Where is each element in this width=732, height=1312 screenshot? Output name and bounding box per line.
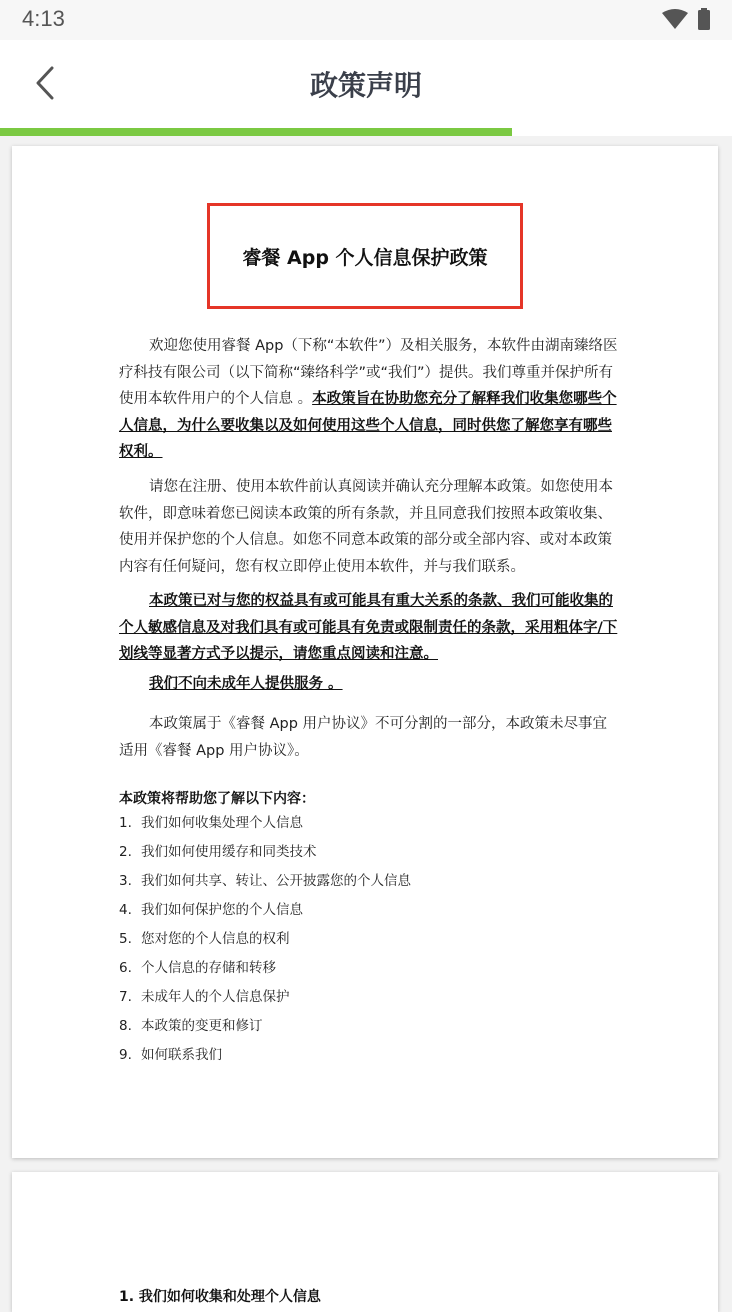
toc-item	[119, 867, 411, 896]
status-icons	[662, 8, 710, 30]
intro-bold-text: 本政策旨在协助您充分了解释我们收集您哪些个人信息，为什么要收集以及如何使用这些个人信息，同时供您了解您享有哪些权利。	[119, 391, 617, 460]
wifi-icon	[662, 9, 688, 29]
toc-item-label: 本政策的变更和修订	[141, 1018, 263, 1034]
toc-heading: 本政策将帮助您了解以下内容：	[119, 791, 315, 807]
toc-item-number: 1.	[119, 815, 132, 831]
minors-paragraph	[119, 671, 619, 698]
toc-item-number: 9.	[119, 1047, 132, 1063]
intro-text: 欢迎您使用睿餐 App（下称“本软件”）及相关服务，本软件由湖南臻络医疗科技有限公司（以下简称“臻络科学”或“我们”）提供。我们尊重并保护所有使用本软件用户的个人信息 。	[119, 338, 618, 407]
status-time: 4:13	[22, 6, 65, 31]
toc-item-label: 未成年人的个人信息保护	[141, 989, 290, 1005]
toc-item	[119, 983, 411, 1012]
notice-paragraph	[119, 588, 619, 668]
page-load-progress	[0, 128, 732, 136]
status-bar	[0, 0, 732, 40]
document-title: 睿餐 App 个人信息保护政策	[242, 246, 488, 269]
toc-item	[119, 925, 411, 954]
toc-item-number: 7.	[119, 989, 132, 1005]
title-highlight-box	[207, 203, 523, 309]
toc-item-number: 6.	[119, 960, 132, 976]
navigation-bar	[0, 40, 732, 128]
section-1-heading: 1. 我们如何收集和处理个人信息	[119, 1289, 321, 1305]
progress-fill	[0, 128, 512, 136]
toc-item-number: 8.	[119, 1018, 132, 1034]
toc-item-number: 4.	[119, 902, 132, 918]
agreement-paragraph	[119, 711, 619, 764]
toc-item	[119, 838, 411, 867]
agreement-text: 本政策属于《睿餐 App 用户协议》不可分割的一部分，本政策未尽事宜适用《睿餐 App 用户协议》。	[119, 716, 608, 759]
toc-item	[119, 896, 411, 925]
battery-icon	[698, 8, 710, 30]
toc-item-label: 您对您的个人信息的权利	[141, 931, 290, 947]
consent-paragraph	[119, 474, 619, 580]
table-of-contents	[119, 809, 411, 1070]
toc-item-number: 2.	[119, 844, 132, 860]
toc-item-label: 我们如何收集处理个人信息	[141, 815, 303, 831]
intro-paragraph	[119, 333, 619, 466]
toc-item-label: 我们如何保护您的个人信息	[141, 902, 303, 918]
notice-text: 本政策已对与您的权益具有或可能具有重大关系的条款、我们可能收集的个人敏感信息及对我们具有或可能具有免责或限制责任的条款，采用粗体字/下划线等显著方式予以提示，请您重点阅读和注意。	[119, 593, 618, 662]
page-title: 政策声明	[309, 69, 422, 102]
consent-text: 请您在注册、使用本软件前认真阅读并确认充分理解本政策。如您使用本软件，即意味着您已阅读本政策的所有条款，并且同意我们按照本政策收集、使用并保护您的个人信息。如您不同意本政策的部分或全部内容、或对本政策内容有任何疑问，您有权立即停止使用本软件，并与我们联系。	[119, 479, 613, 575]
minors-text: 我们不向未成年人提供服务 。	[149, 676, 343, 692]
toc-item-label: 我们如何共享、转让、公开披露您的个人信息	[141, 873, 411, 889]
toc-item	[119, 809, 411, 838]
toc-item-label: 我们如何使用缓存和同类技术	[141, 844, 317, 860]
document-page-1[interactable]	[12, 146, 718, 1158]
toc-item	[119, 1012, 411, 1041]
toc-item-label: 如何联系我们	[141, 1047, 222, 1063]
document-page-2[interactable]	[12, 1172, 718, 1312]
toc-item	[119, 1041, 411, 1070]
toc-item	[119, 954, 411, 983]
toc-item-number: 5.	[119, 931, 132, 947]
toc-item-label: 个人信息的存储和转移	[141, 960, 276, 976]
toc-item-number: 3.	[119, 873, 132, 889]
